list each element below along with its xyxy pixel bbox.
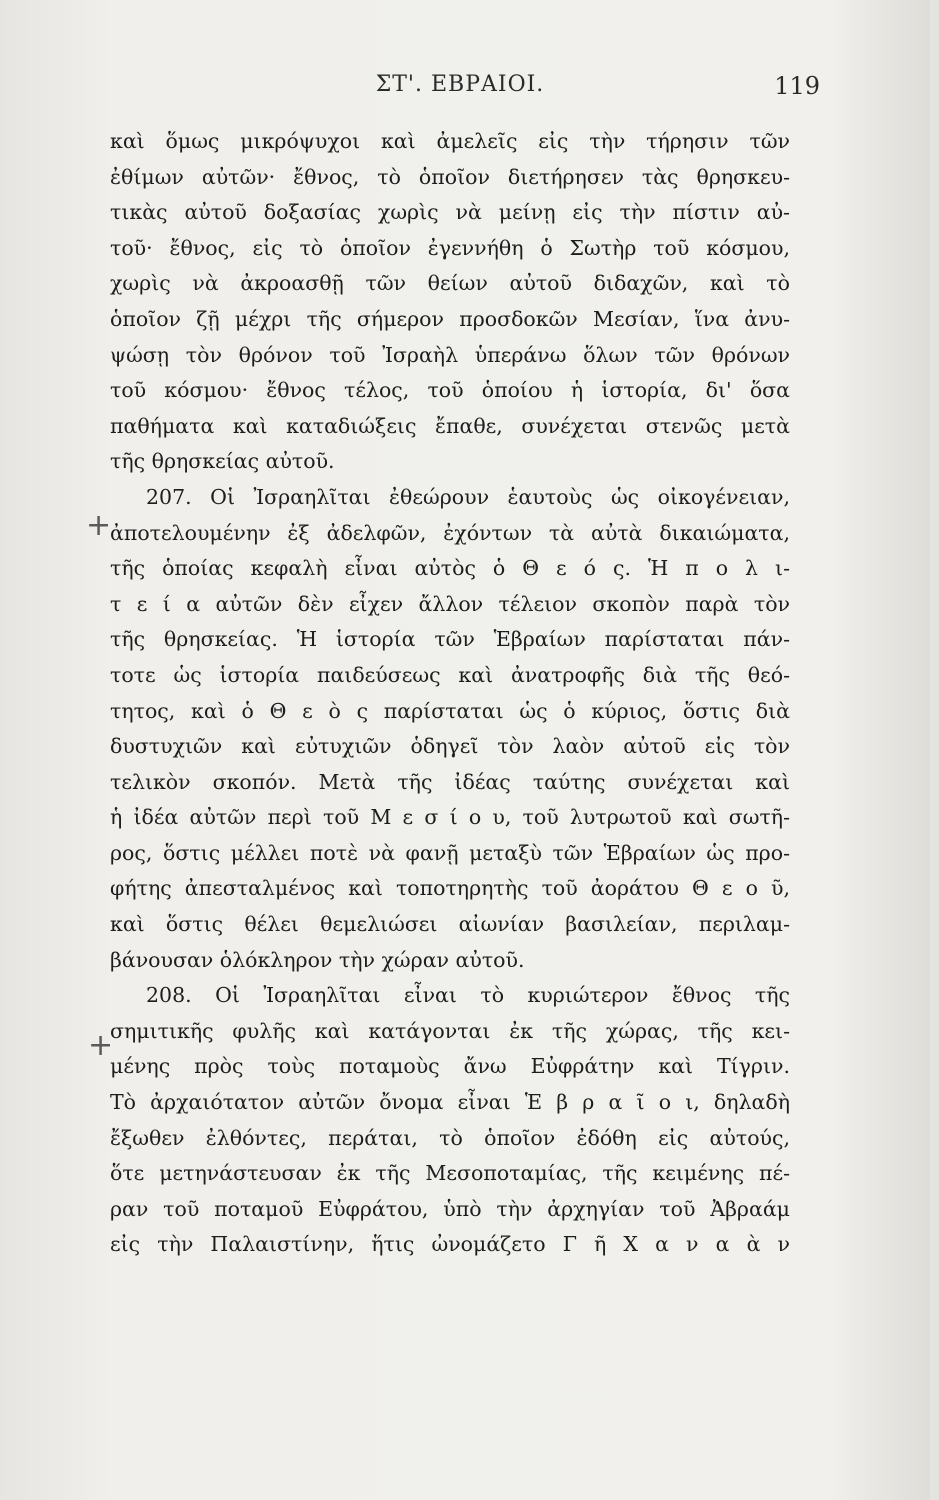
text-line: τοῦ κόσμου· ἔθνος τέλος, τοῦ ὁποίου ἡ ἱστορία, δι' ὅσα <box>110 378 790 403</box>
text-line: ἀποτελουμένην ἐξ ἀδελφῶν, ἐχόντων τὰ αὐτὰ δικαιώματα, <box>110 520 790 545</box>
text-line: τῆς ὁποίας κεφαλὴ εἶναι αὐτὸς ὁ Θ ε ό ς. Ἡ π ο λ ι- <box>110 556 790 581</box>
text-line: ρος, ὅστις μέλλει ποτὲ νὰ φανῇ μεταξὺ τῶν Ἑβραίων ὡς προ- <box>110 840 790 865</box>
page-number: 119 <box>774 72 820 100</box>
text-line: τ ε ί α αὐτῶν δὲν εἶχεν ἄλλον τέλειον σκοπὸν παρὰ τὸν <box>110 591 790 616</box>
text-line: τελικὸν σκοπόν. Μετὰ τῆς ἰδέας ταύτης συνέχεται καὶ <box>110 769 790 794</box>
text-line: τικὰς αὐτοῦ δοξασίας χωρὶς νὰ μείνῃ εἰς τὴν πίστιν αὐ- <box>110 200 790 225</box>
text-line: ὁποῖον ζῇ μέχρι τῆς σήμερον προσδοκῶν Μεσίαν, ἵνα ἀνυ- <box>110 306 790 331</box>
text-line: μένης πρὸς τοὺς ποταμοὺς ἄνω Εὐφράτην καὶ Τίγριν. <box>110 1054 790 1079</box>
text-line: εἰς τὴν Παλαιστίνην, ἥτις ὠνομάζετο Γ ῆ Χ α ν α ὰ ν <box>110 1232 790 1257</box>
text-line: ραν τοῦ ποταμοῦ Εὐφράτου, ὑπὸ τὴν ἀρχηγίαν τοῦ Ἀβραάμ <box>110 1196 790 1221</box>
text-line: δυστυχιῶν καὶ εὐτυχιῶν ὁδηγεῖ τὸν λαὸν αὐτοῦ εἰς τὸν <box>110 734 790 759</box>
text-line: παθήματα καὶ καταδιώξεις ἔπαθε, συνέχεται στενῶς μετὰ <box>110 413 790 438</box>
page-edge-shadow <box>830 0 930 1500</box>
text-line: ἔξωθεν ἐλθόντες, περάται, τὸ ὁποῖον ἐδόθη εἰς αὐτούς, <box>110 1125 790 1150</box>
text-line: τητος, καὶ ὁ Θ ε ὸ ς παρίσταται ὡς ὁ κύριος, ὅστις διὰ <box>110 698 790 723</box>
text-line: βάνουσαν ὁλόκληρον τὴν χώραν αὐτοῦ. <box>110 947 525 972</box>
margin-mark-207: + <box>86 508 112 543</box>
text-line: ὅτε μετηνάστευσαν ἐκ τῆς Μεσοποταμίας, τῆς κειμένης πέ- <box>110 1161 790 1186</box>
text-line: καὶ ὅμως μικρόψυχοι καὶ ἀμελεῖς εἰς τὴν τήρησιν τῶν <box>110 129 790 153</box>
running-head: ΣΤ'. ΕΒΡΑΙΟΙ. <box>375 72 545 97</box>
text-line: τῆς θρησκείας αὐτοῦ. <box>110 449 335 474</box>
paragraph-208-start: 208. Οἱ Ἰσραηλῖται εἶναι τὸ κυριώτερον ἔθνος τῆς <box>146 983 790 1008</box>
text-line: σημιτικῆς φυλῆς καὶ κατάγονται ἐκ τῆς χώρας, τῆς κει- <box>110 1018 790 1043</box>
text-line: τοτε ὡς ἱστορία παιδεύσεως καὶ ἀνατροφῆς διὰ τῆς θεό- <box>110 662 790 687</box>
text-line: φήτης ἀπεσταλμένος καὶ τοποτηρητὴς τοῦ ἀοράτου Θ ε ο ῦ, <box>110 876 790 901</box>
text-line: ψώσῃ τὸν θρόνον τοῦ Ἰσραὴλ ὑπεράνω ὅλων τῶν θρόνων <box>110 342 790 367</box>
body-text <box>110 124 790 1263</box>
page-header <box>110 72 820 106</box>
text-line: τῆς θρησκείας. Ἡ ἱστορία τῶν Ἑβραίων παρίσταται πάν- <box>110 627 790 652</box>
text-line: χωρὶς νὰ ἀκροασθῇ τῶν θείων αὐτοῦ διδαχῶν, καὶ τὸ <box>110 271 790 296</box>
paragraph-207-start: 207. Οἱ Ἰσραηλῖται ἐθεώρουν ἑαυτοὺς ὡς οἰκογένειαν, <box>146 484 790 509</box>
text-line: ἡ ἰδέα αὐτῶν περὶ τοῦ Μ ε σ ί ο υ, τοῦ λυτρωτοῦ καὶ σωτῆ- <box>110 805 790 830</box>
text-line: ἐθίμων αὐτῶν· ἔθνος, τὸ ὁποῖον διετήρησεν τὰς θρησκευ- <box>110 164 790 189</box>
text-line: καὶ ὅστις θέλει θεμελιώσει αἰωνίαν βασιλείαν, περιλαμ- <box>110 912 790 937</box>
text-line: τοῦ· ἔθνος, εἰς τὸ ὁποῖον ἐγεννήθη ὁ Σωτὴρ τοῦ κόσμου, <box>110 235 790 260</box>
text-line: Τὸ ἀρχαιότατον αὐτῶν ὄνομα εἶναι Ἑ β ρ α ῖ ο ι, δηλαδὴ <box>110 1090 790 1115</box>
margin-mark-208: + <box>88 1028 114 1063</box>
